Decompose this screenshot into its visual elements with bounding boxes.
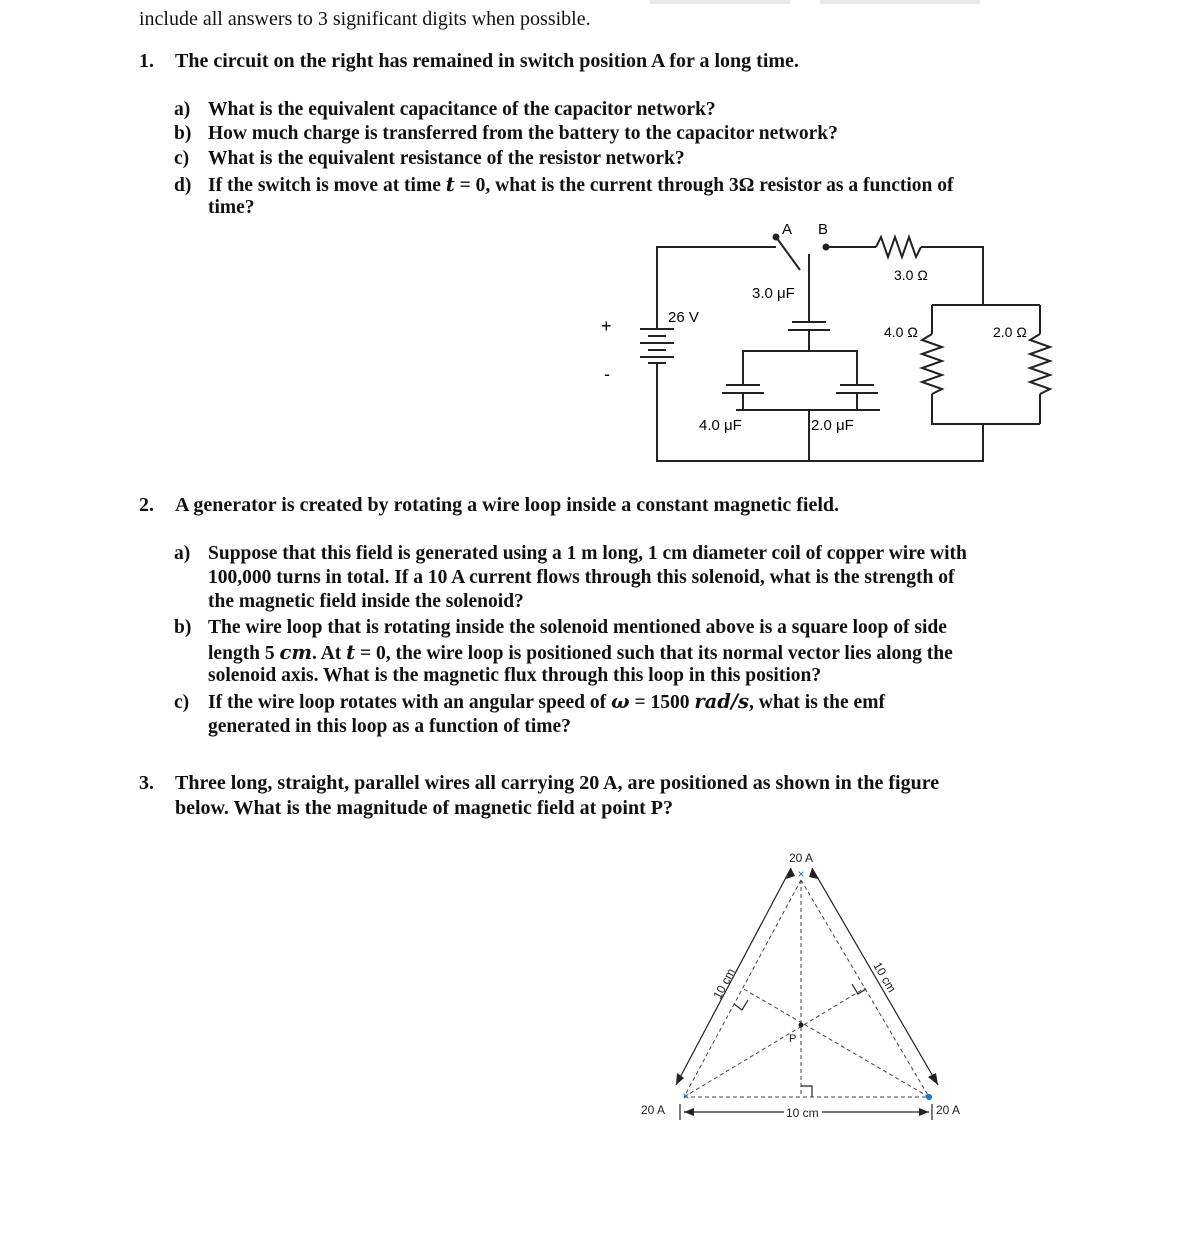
q2-part-a-line3: the magnetic field inside the solenoid? (208, 591, 524, 612)
resistor-zigzag (922, 334, 942, 394)
q2-part-c: c) If the wire loop rotates with an angular speed of ω = 1500 rad/s, what is the emf (174, 690, 885, 713)
arrow-head (786, 868, 795, 879)
arrow-head (676, 1073, 684, 1085)
battery-minus-sign: - (604, 364, 610, 384)
left-side-length-label: 10 cm (710, 965, 738, 1002)
wire (809, 393, 857, 410)
question-1 (139, 50, 799, 73)
q2-part-a-line2: 100,000 turns in total. If a 10 A current flows through this solenoid, what is the strength of (208, 567, 955, 588)
question-3-line2: below. What is the magnitude of magnetic field at point P? (175, 797, 673, 819)
q2-part-b-line3: solenoid axis. What is the magnetic flux through this loop in this position? (208, 665, 822, 686)
wire-triangle-diagram (630, 840, 975, 1130)
wire (932, 394, 1040, 424)
wire-out-of-page-icon (926, 1094, 932, 1100)
question-prompt: Three long, straight, parallel wires all carrying 20 A, are positioned as shown in the figure (175, 772, 940, 794)
triangle-side (684, 880, 801, 1097)
wire (743, 393, 809, 461)
header-fragment (820, 0, 980, 4)
q2-part-a: a) Suppose that this field is generated using a 1 m long, 1 cm diameter coil of copper wire with (174, 543, 967, 564)
q1-part-a: a) What is the equivalent capacitance of the capacitor network? (174, 99, 716, 120)
question-prompt: A generator is created by rotating a wire loop inside a constant magnetic field. (175, 494, 840, 516)
altitude (742, 988, 929, 1097)
capacitor-left-label: 4.0 μF (699, 417, 742, 434)
switch-terminal-b (823, 244, 830, 251)
resistor-mid-label: 4.0 Ω (884, 324, 918, 340)
q1-part-d: d) If the switch is move at time t = 0, what is the current through 3Ω resistor as a function of (174, 173, 954, 196)
resistor-zigzag (876, 237, 921, 257)
point-p-marker (799, 1023, 804, 1028)
capacitor-right-label: 2.0 μF (811, 417, 854, 434)
question-number: 1. (139, 50, 154, 72)
question-number: 3. (139, 772, 154, 794)
altitude (684, 988, 865, 1097)
arrow-head (928, 1073, 938, 1085)
dimension-line (812, 868, 938, 1085)
resistor-top-label: 3.0 Ω (894, 267, 928, 283)
right-angle-mark (852, 984, 866, 994)
circuit-diagram (590, 212, 1060, 474)
right-angle-mark (734, 1000, 748, 1010)
question-number: 2. (139, 494, 154, 516)
battery-plus-sign: + (601, 316, 612, 336)
point-p-label: P (789, 1033, 797, 1045)
q2-part-b: b) The wire loop that is rotating inside the solenoid mentioned above is a square loop of side (174, 617, 947, 638)
wire (809, 351, 857, 385)
capacitor-top-label: 3.0 μF (752, 285, 795, 302)
left-current-label: 20 A (641, 1103, 666, 1117)
right-side-length-label: 10 cm (870, 959, 899, 995)
wire-into-page-icon: × (682, 1089, 690, 1103)
switch-blade (776, 237, 800, 270)
wire (743, 330, 809, 385)
wire (921, 247, 983, 305)
arrow-head (684, 1108, 694, 1116)
question-3 (139, 772, 939, 795)
header-fragment (650, 0, 790, 4)
resistor-right-label: 2.0 Ω (993, 324, 1027, 340)
wire-into-page-icon: × (797, 867, 805, 881)
right-current-label: 20 A (936, 1103, 961, 1117)
q1-part-b: b) How much charge is transferred from the battery to the capacitor network? (174, 123, 838, 144)
q2-part-c-line2: generated in this loop as a function of time? (208, 716, 571, 737)
switch-label-a: A (782, 221, 793, 238)
q1-part-d-cont: time? (208, 197, 255, 218)
switch-terminal-a (773, 234, 780, 241)
intro-text: include all answers to 3 significant digits when possible. (139, 8, 591, 30)
question-2 (139, 494, 839, 517)
right-angle-mark (801, 1086, 812, 1097)
q2-part-b-line2: length 5 cm. At t = 0, the wire loop is positioned such that its normal vector lies along the (208, 641, 953, 664)
battery-label: 26 V (668, 309, 699, 326)
resistor-zigzag (1030, 334, 1050, 394)
q1-part-c: c) What is the equivalent resistance of the resistor network? (174, 148, 685, 169)
switch-label-b: B (818, 221, 829, 238)
top-current-label: 20 A (789, 851, 814, 865)
arrow-head (919, 1108, 929, 1116)
question-prompt: The circuit on the right has remained in switch position A for a long time. (175, 50, 799, 72)
base-length-label: 10 cm (786, 1106, 819, 1120)
